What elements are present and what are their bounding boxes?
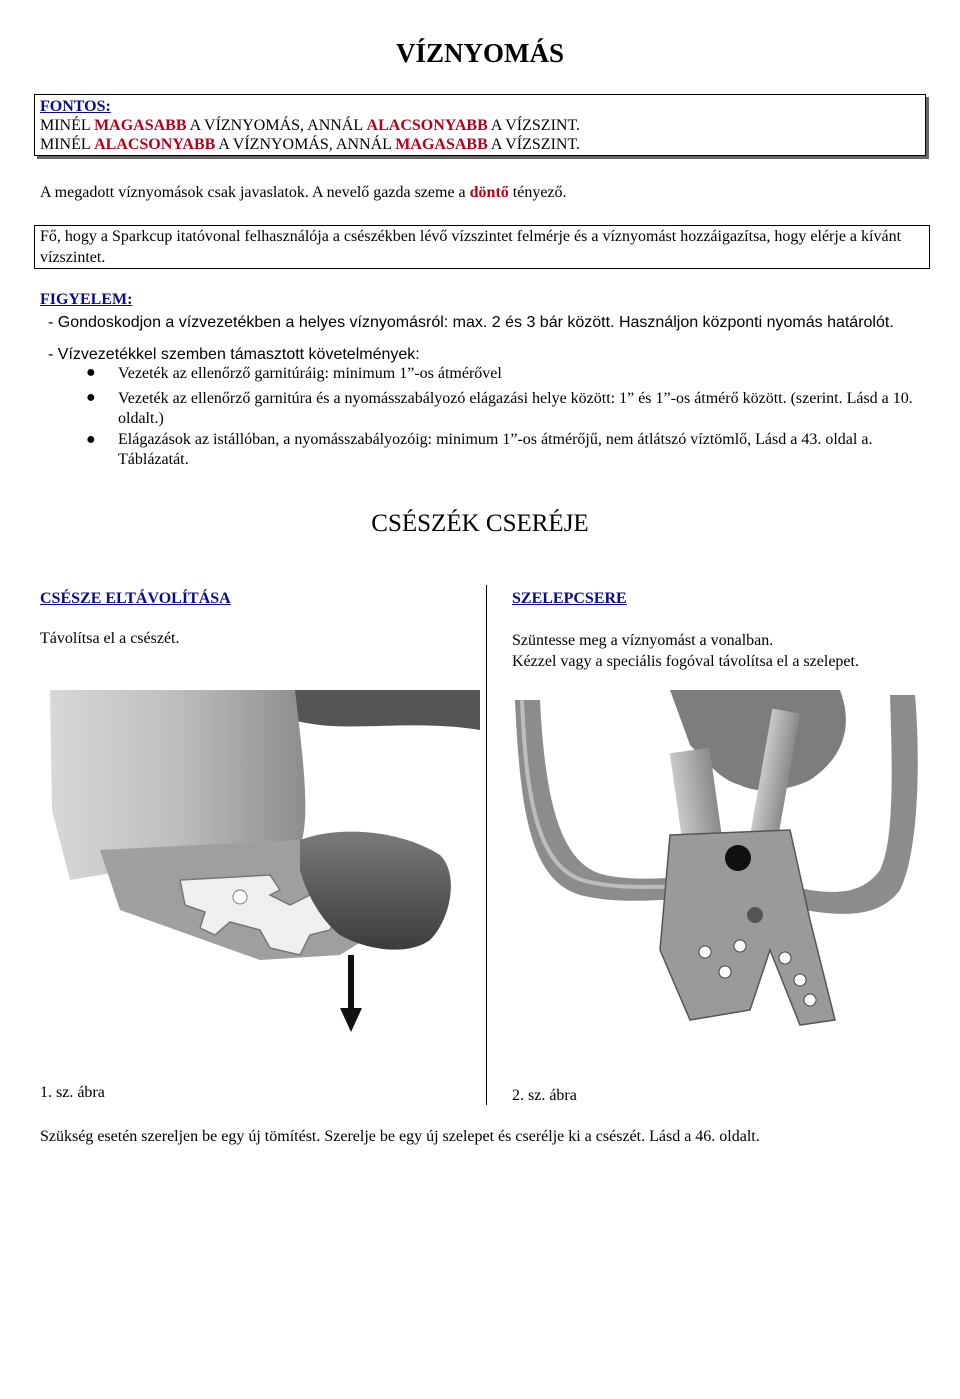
valve-step-1: Szüntesse meg a víznyomást a vonalban. bbox=[512, 632, 774, 649]
important-line-1-run: ALACSONYABB bbox=[366, 117, 488, 134]
requirement-item: Vezeték az ellenőrző garnitúra és a nyomásszabályozó elágazási helye között: 1” és 1”-os átmérő között. (szerint. Lásd a 10. oldalt.) bbox=[118, 390, 913, 427]
recommendation-emphasis: döntő bbox=[469, 184, 509, 201]
cup-removal-figure bbox=[40, 690, 480, 1060]
important-line-1-run: A VÍZNYOMÁS, ANNÁL bbox=[186, 117, 367, 134]
requirement-item: Elágazások az istállóban, a nyomásszabályozóig: minimum 1”-os átmérőjű, nem átlátszó víztömlő, Lásd a 43. oldal a. Táblázatát. bbox=[118, 431, 873, 468]
recommendation-text-part1: A megadott víznyomások csak javaslatok. A nevelő gazda szeme a bbox=[40, 184, 470, 201]
note-text: Fő, hogy a Sparkcup itatóvonal felhasználója a csészékben lévő vízszintet felmérje és a víznyomást hozzáigazítsa, hogy elérje a kívánt vízszintet. bbox=[40, 228, 902, 266]
warning-item-pressure: - Gondoskodjon a vízvezetékben a helyes víznyomásról: max. 2 és 3 bár között. Használjon központi nyomás határolót. bbox=[48, 314, 894, 331]
important-line-1-run: MINÉL bbox=[40, 117, 95, 134]
figure-1-caption: 1. sz. ábra bbox=[40, 1084, 105, 1101]
warning-heading: FIGYELEM: bbox=[40, 291, 133, 308]
warning-item-requirements: - Vízvezetékkel szemben támasztott követelmények: bbox=[48, 346, 420, 363]
column-divider bbox=[486, 585, 487, 1105]
cup-removal-text: Távolítsa el a csészét. bbox=[40, 630, 180, 647]
cup-removal-heading: CSÉSZE ELTÁVOLÍTÁSA bbox=[40, 590, 231, 607]
footer-instruction: Szükség esetén szereljen be egy új tömítést. Szerelje be egy új szelepet és cserélje ki a csészét. Lásd a 46. oldalt. bbox=[40, 1128, 760, 1145]
important-line-2-run: MAGASABB bbox=[395, 136, 488, 153]
important-line-2-run: A VÍZSZINT. bbox=[487, 136, 581, 153]
important-line-2-run: ALACSONYABB bbox=[94, 136, 216, 153]
note-box bbox=[34, 225, 930, 269]
important-heading: FONTOS: bbox=[40, 98, 111, 115]
bullet-icon: ● bbox=[86, 431, 96, 448]
valve-step-2: Kézzel vagy a speciális fogóval távolítsa el a szelepet. bbox=[512, 653, 859, 670]
bullet-icon: ● bbox=[86, 389, 96, 406]
important-line-1 bbox=[40, 116, 925, 135]
recommendation-text-part2: tényező. bbox=[508, 184, 567, 201]
requirement-item: Vezeték az ellenőrző garnitúráig: minimum 1”-os átmérővel bbox=[118, 365, 502, 382]
important-box bbox=[34, 94, 926, 156]
valve-replacement-heading: SZELEPCSERE bbox=[512, 590, 627, 607]
page-title: VÍZNYOMÁS bbox=[395, 38, 564, 68]
important-line-1-run: A VÍZSZINT. bbox=[487, 117, 581, 134]
important-line-2-run: A VÍZNYOMÁS, ANNÁL bbox=[215, 136, 396, 153]
important-line-1-run: MAGASABB bbox=[94, 117, 187, 134]
valve-pliers-figure bbox=[510, 690, 930, 1060]
figure-2-caption: 2. sz. ábra bbox=[512, 1087, 577, 1104]
section-title: CSÉSZÉK CSERÉJE bbox=[371, 510, 589, 537]
bullet-icon: ● bbox=[86, 364, 96, 381]
important-line-2-run: MINÉL bbox=[40, 136, 95, 153]
recommendation-text bbox=[40, 182, 567, 203]
important-line-2 bbox=[40, 135, 925, 154]
